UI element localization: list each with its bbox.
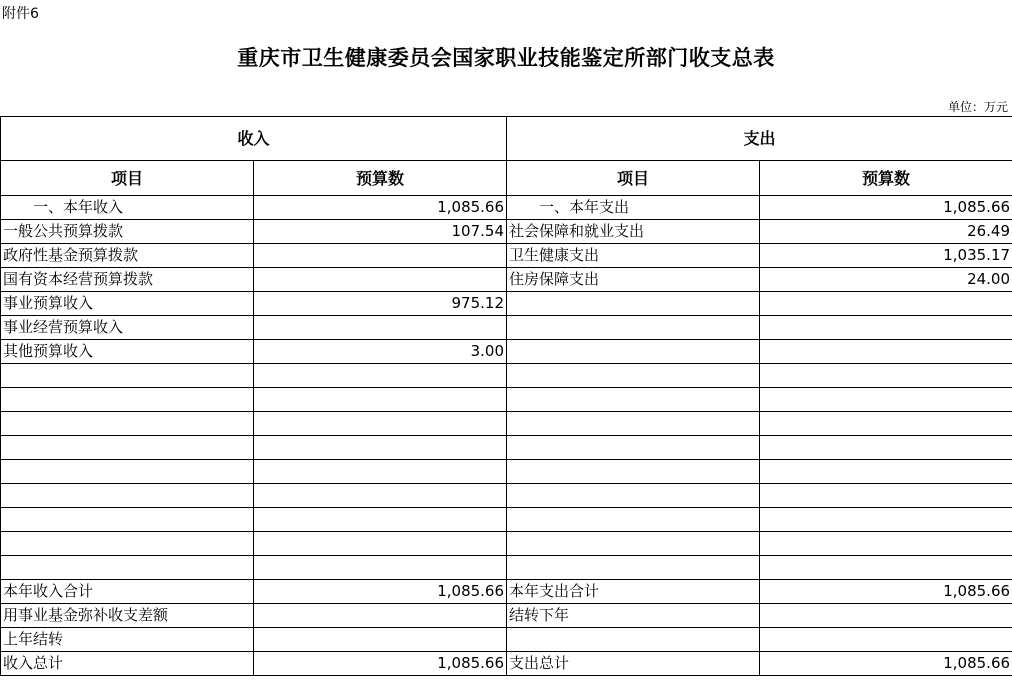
income-budget-cell: 1,085.66 xyxy=(254,652,507,676)
expense-item-cell xyxy=(507,364,760,388)
income-item-cell: 收入总计 xyxy=(1,652,254,676)
income-budget-cell: 1,085.66 xyxy=(254,196,507,220)
income-item-cell: 一般公共预算拨款 xyxy=(1,220,254,244)
column-header-row xyxy=(1,161,1012,196)
expense-budget-cell: 1,085.66 xyxy=(760,196,1012,220)
expense-item-cell: 支出总计 xyxy=(507,652,760,676)
expense-item-cell: 结转下年 xyxy=(507,604,760,628)
income-item-cell: 上年结转 xyxy=(1,628,254,652)
budget-summary-table xyxy=(0,116,1012,676)
income-budget-cell xyxy=(254,364,507,388)
expense-budget-cell xyxy=(760,436,1012,460)
table-row xyxy=(1,580,1012,604)
income-item-cell xyxy=(1,436,254,460)
income-item-cell xyxy=(1,508,254,532)
table-row xyxy=(1,316,1012,340)
expense-budget-cell: 1,085.66 xyxy=(760,580,1012,604)
income-budget-cell xyxy=(254,460,507,484)
expense-item-cell xyxy=(507,532,760,556)
expense-budget-header: 预算数 xyxy=(760,161,1012,196)
income-item-cell: 事业经营预算收入 xyxy=(1,316,254,340)
table-row xyxy=(1,268,1012,292)
section-header-row xyxy=(1,117,1012,161)
expense-item-cell xyxy=(507,316,760,340)
table-row xyxy=(1,556,1012,580)
expense-item-cell: 本年支出合计 xyxy=(507,580,760,604)
income-budget-cell xyxy=(254,268,507,292)
table-row xyxy=(1,460,1012,484)
income-item-cell xyxy=(1,532,254,556)
table-row xyxy=(1,292,1012,316)
expense-item-header: 项目 xyxy=(507,161,760,196)
expense-budget-cell xyxy=(760,484,1012,508)
attachment-label: 附件6 xyxy=(2,6,39,22)
table-row xyxy=(1,412,1012,436)
expense-item-cell xyxy=(507,412,760,436)
income-item-cell xyxy=(1,364,254,388)
income-item-cell: 一、本年收入 xyxy=(1,196,254,220)
table-row xyxy=(1,484,1012,508)
income-budget-cell xyxy=(254,436,507,460)
income-item-cell: 用事业基金弥补收支差额 xyxy=(1,604,254,628)
income-budget-cell xyxy=(254,484,507,508)
unit-label: 单位：万元 xyxy=(947,100,1008,114)
expense-item-cell xyxy=(507,484,760,508)
expense-item-cell xyxy=(507,628,760,652)
income-item-header: 项目 xyxy=(1,161,254,196)
expense-item-cell: 住房保障支出 xyxy=(507,268,760,292)
table-row xyxy=(1,508,1012,532)
expense-budget-cell xyxy=(760,364,1012,388)
income-item-cell: 事业预算收入 xyxy=(1,292,254,316)
expense-budget-cell xyxy=(760,388,1012,412)
table-row xyxy=(1,388,1012,412)
table-row xyxy=(1,364,1012,388)
table-row xyxy=(1,244,1012,268)
expense-budget-cell: 24.00 xyxy=(760,268,1012,292)
table-row xyxy=(1,340,1012,364)
expense-budget-cell xyxy=(760,628,1012,652)
expense-budget-cell xyxy=(760,340,1012,364)
income-item-cell: 其他预算收入 xyxy=(1,340,254,364)
income-item-cell xyxy=(1,388,254,412)
income-budget-cell xyxy=(254,628,507,652)
expense-budget-cell xyxy=(760,508,1012,532)
income-item-cell xyxy=(1,556,254,580)
income-budget-cell xyxy=(254,412,507,436)
income-item-cell xyxy=(1,484,254,508)
expense-item-cell xyxy=(507,340,760,364)
expense-budget-cell xyxy=(760,556,1012,580)
expense-item-cell: 卫生健康支出 xyxy=(507,244,760,268)
expense-budget-cell xyxy=(760,604,1012,628)
expense-budget-cell: 26.49 xyxy=(760,220,1012,244)
expense-item-cell xyxy=(507,460,760,484)
expense-section-header: 支出 xyxy=(507,117,1012,161)
income-budget-cell: 975.12 xyxy=(254,292,507,316)
income-budget-cell xyxy=(254,532,507,556)
expense-budget-cell xyxy=(760,412,1012,436)
expense-item-cell xyxy=(507,556,760,580)
expense-item-cell xyxy=(507,508,760,532)
page-title: 重庆市卫生健康委员会国家职业技能鉴定所部门收支总表 xyxy=(237,46,775,70)
income-budget-cell: 107.54 xyxy=(254,220,507,244)
table-row xyxy=(1,532,1012,556)
income-budget-cell xyxy=(254,244,507,268)
income-item-cell: 本年收入合计 xyxy=(1,580,254,604)
table-row xyxy=(1,220,1012,244)
expense-budget-cell: 1,085.66 xyxy=(760,652,1012,676)
table-row xyxy=(1,628,1012,652)
expense-budget-cell xyxy=(760,292,1012,316)
expense-budget-cell: 1,035.17 xyxy=(760,244,1012,268)
income-budget-cell xyxy=(254,316,507,340)
income-budget-cell xyxy=(254,388,507,412)
income-budget-header: 预算数 xyxy=(254,161,507,196)
income-budget-cell xyxy=(254,556,507,580)
income-item-cell: 政府性基金预算拨款 xyxy=(1,244,254,268)
expense-item-cell xyxy=(507,388,760,412)
table-row xyxy=(1,436,1012,460)
expense-budget-cell xyxy=(760,532,1012,556)
expense-item-cell xyxy=(507,436,760,460)
income-budget-cell: 3.00 xyxy=(254,340,507,364)
table-row xyxy=(1,196,1012,220)
income-item-cell xyxy=(1,460,254,484)
table-row xyxy=(1,652,1012,676)
income-budget-cell xyxy=(254,508,507,532)
income-item-cell: 国有资本经营预算拨款 xyxy=(1,268,254,292)
income-budget-cell: 1,085.66 xyxy=(254,580,507,604)
income-budget-cell xyxy=(254,604,507,628)
expense-budget-cell xyxy=(760,316,1012,340)
expense-item-cell: 社会保障和就业支出 xyxy=(507,220,760,244)
table-row xyxy=(1,604,1012,628)
expense-item-cell: 一、本年支出 xyxy=(507,196,760,220)
expense-budget-cell xyxy=(760,460,1012,484)
income-item-cell xyxy=(1,412,254,436)
expense-item-cell xyxy=(507,292,760,316)
income-section-header: 收入 xyxy=(1,117,507,161)
